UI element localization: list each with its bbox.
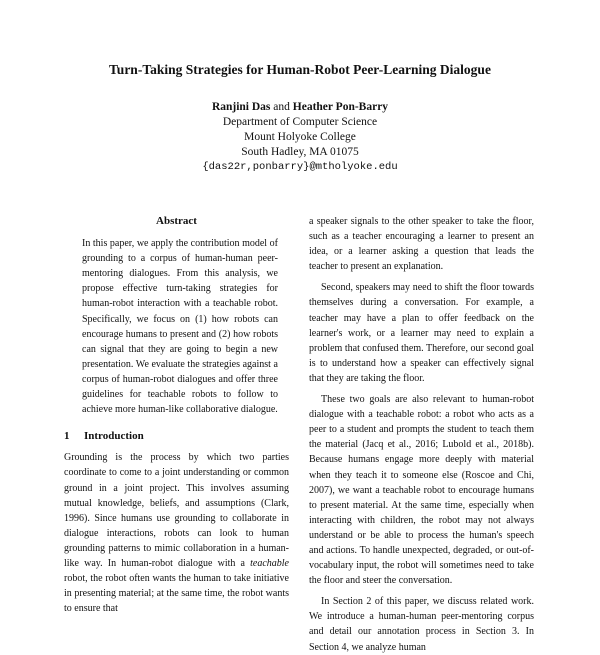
author-institution: Mount Holyoke College: [244, 131, 356, 143]
right-paragraph-4: In Section 2 of this paper, we discuss related work. We introduce a human-human peer-mentoring corpus and detail our annotation process in Section 3. In Section 4, we analyze human: [309, 596, 534, 653]
left-column: [64, 214, 289, 616]
author-names: [0, 100, 600, 115]
author-department: Department of Computer Science: [222, 116, 378, 128]
intro-text-part: Grounding is the process by which two parties coordinate to come to a joint understanding or common ground in a joint project. This involves assuming mutual knowledge, beliefs, and assumptions (Clark, 1996). Since humans use grounding to collaborate in dialogue interactions, robots can look to human grounding patterns to mimic collaboration in a human-like way. In human-robot dialogue with a: [64, 452, 289, 569]
right-paragraph-3: These two goals are also relevant to human-robot dialogue with a teachable robot: a robot who acts as a peer to a student and prompts the student to teach them the material (Jacq et al., 2016; Lubold et al., 2018b). Because humans engage more deeply with material when they teach it to someone else (Roscoe and Chi, 2007), we want a teachable robot to encourage humans to present material. At the same time, especially when interacting with children, the robot may not always understand or be able to process the human's speech and actions. To handle unexpected, degraded, or out-of-vocabulary input, the robot will sometimes need to take the floor and steer the conversation.: [309, 394, 534, 587]
author-email: {das22r,ponbarry}@mtholyoke.edu: [202, 161, 398, 173]
section-number: 1: [64, 430, 70, 443]
section-title: Introduction: [84, 430, 144, 443]
right-paragraph-2: Second, speakers may need to shift the floor towards themselves during a conversation. For example, a teacher may have a plan to offer feedback on the learner's work, or a learner may need to explain a problem that confused them. Therefore, our second goal is to understand how a speaker can effectively signal that they are taking the floor.: [309, 282, 534, 384]
section-heading-introduction: [64, 429, 289, 444]
author-address: South Hadley, MA 01075: [241, 146, 359, 158]
intro-text-part: robot, the robot often wants the human to take initiative in presenting material; at the same time, the robot wants to ensure that: [64, 573, 289, 615]
abstract-heading: Abstract: [156, 215, 197, 227]
author-block: [0, 100, 600, 175]
author-1: Ranjini Das: [211, 101, 271, 113]
intro-italic-term: teachable: [250, 557, 289, 569]
abstract-section: [64, 214, 289, 417]
author-2: Heather Pon-Barry: [292, 101, 389, 113]
paper-title: Turn-Taking Strategies for Human-Robot Peer-Learning Dialogue: [109, 62, 491, 77]
right-paragraph-1: a speaker signals to the other speaker to take the floor, such as a teacher encouraging a learner to present an idea, or a learner asking a question that leads the teacher to present an explanation.: [309, 216, 534, 273]
abstract-text: In this paper, we apply the contribution model of grounding to a corpus of human-human peer-mentoring dialogues. From this analysis, we propose effective turn-taking strategies for human-robot interaction with a teachable robot. Specifically, we focus on (1) how robots can encourage humans to present and (2) how robots can signal that they are going to begin a new presentation. We evaluate the strategies against a corpus of human-robot dialogues and offer three guidelines for teachable robots to follow to achieve more human-like collaborative dialogue.: [82, 238, 278, 416]
author-conjunction: and: [273, 101, 290, 113]
intro-paragraph-1: [64, 450, 289, 616]
right-column: [309, 214, 534, 655]
